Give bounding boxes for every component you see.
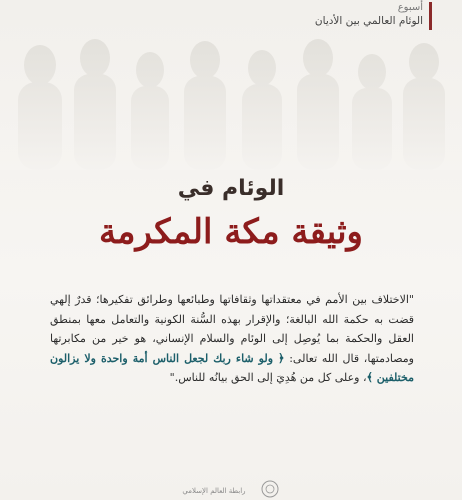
page-title-small: الوئام في — [177, 176, 285, 201]
quote-paragraph — [50, 290, 414, 388]
series-header — [273, 2, 432, 30]
people-silhouettes-illustration — [0, 20, 462, 170]
quote-outro: ، وعلى كل من هُدِيَ إلى الحق بيانُه للناس." — [169, 371, 367, 384]
organization-logos — [170, 478, 290, 500]
quran-verse: ﴿ ولو شاء ربك لجعل الناس أمة واحدة ولا يزالون مختلفين ﴾ — [50, 351, 414, 384]
series-subtitle: الوئام العالمي بين الأديان — [314, 15, 423, 27]
series-overline: أسبوع — [397, 2, 423, 13]
emblem-icon — [262, 481, 278, 497]
quote-intro: "الاختلاف بين الأمم في معتقداتها وثقافاتها وطبائعها وطرائق تفكيرها؛ قدرٌ إلهي قضت به حكمة الله البالغة؛ والإقرار بهذه السُّنة الكونية والتعامل معها بمنطق العقل والحكمة بما يُوصِل إلى الوئام والسلام الإنساني، هو خير من مكابرتها ومصادمتها، قال الله تعالى: — [50, 293, 414, 365]
page-title-main: وثيقة مكة المكرمة — [99, 212, 363, 252]
org-logo-label: رابطة العالم الإسلامي — [182, 487, 246, 495]
